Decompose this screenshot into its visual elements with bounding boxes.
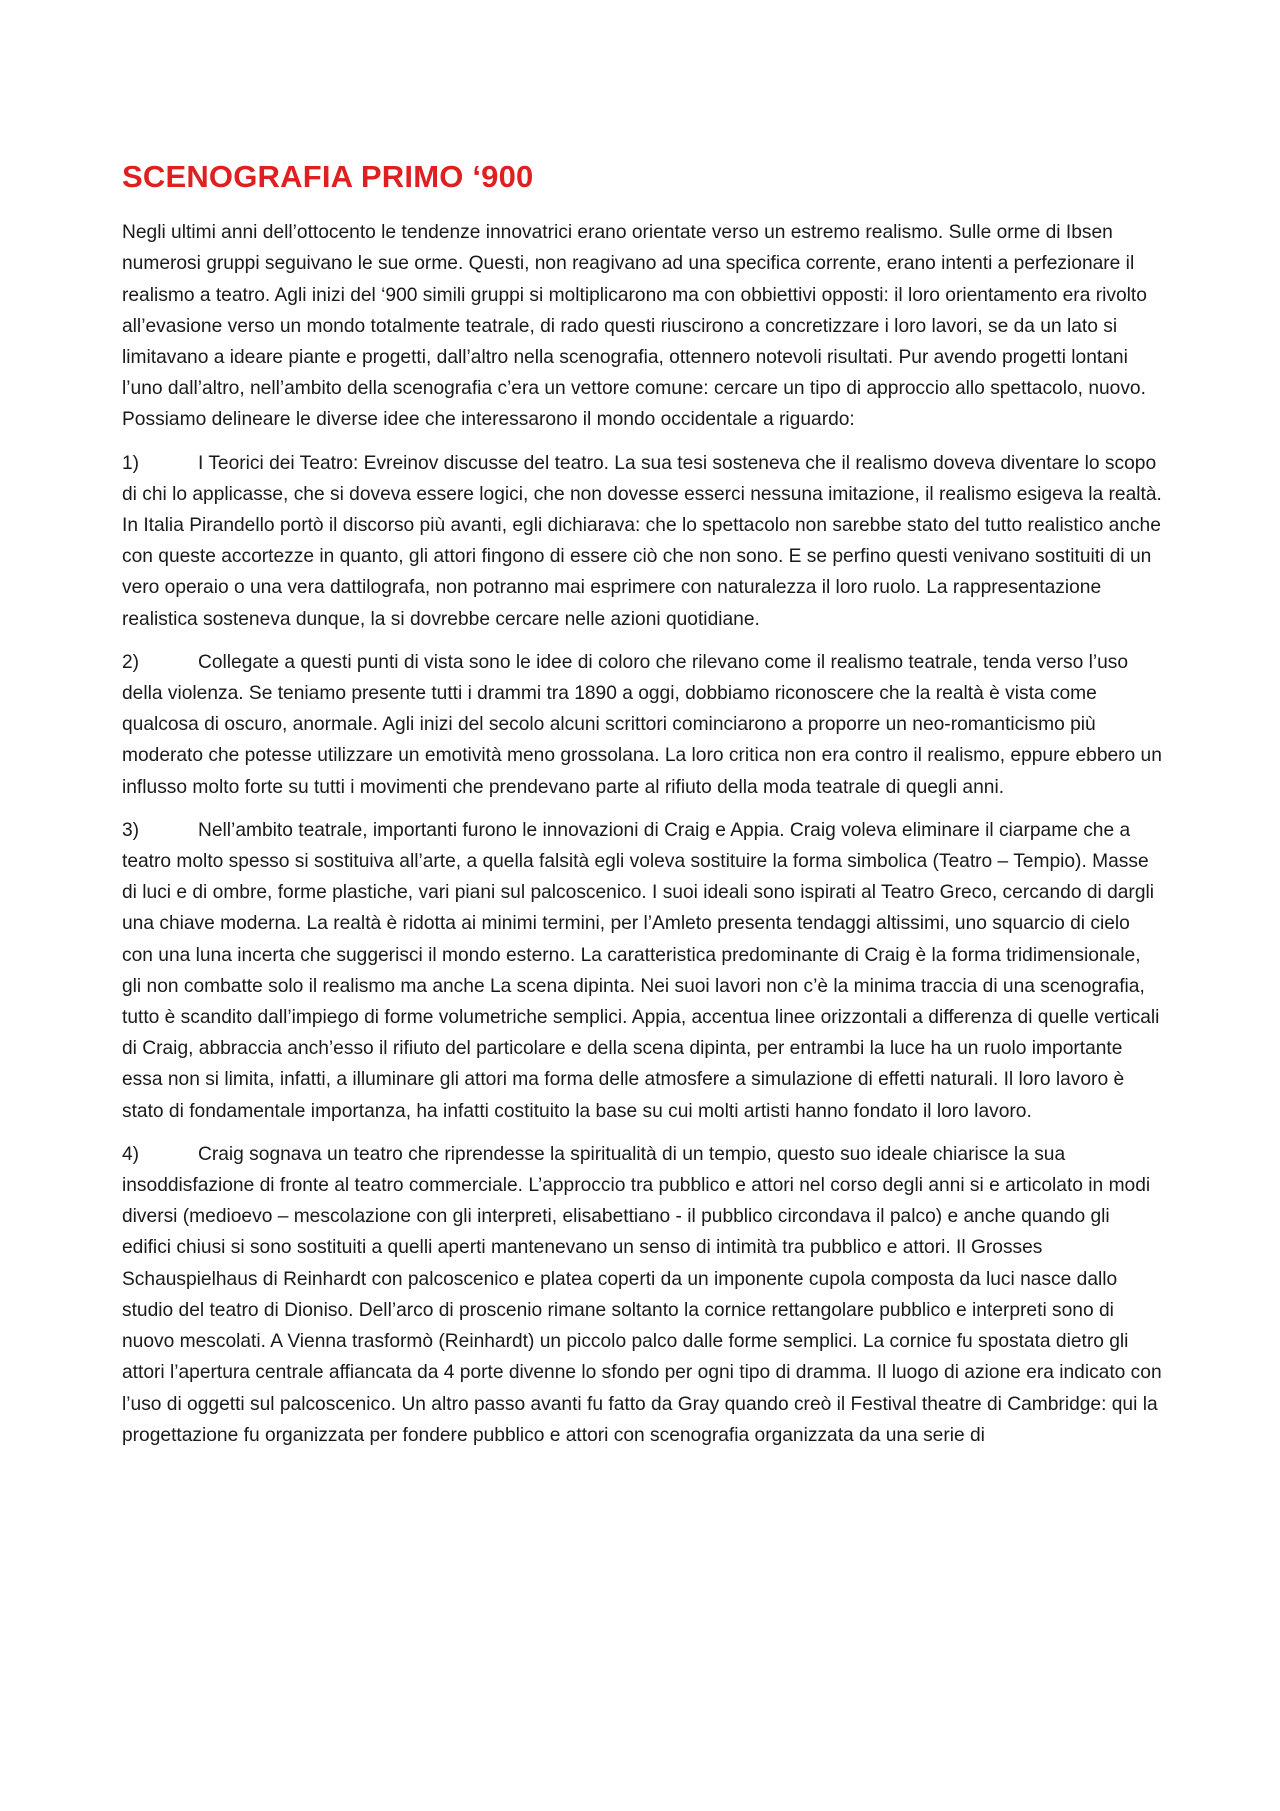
list-number: 2): [122, 651, 140, 673]
list-text: I Teorici dei Teatro: Evreinov discusse del teatro. La sua tesi sosteneva che il realismo doveva diventare lo scopo di chi lo applicasse, che si doveva essere logici, che non dovesse esserci nessuna imitazione, il realismo esigeva la realtà. In Italia Pirandello portò il discorso più avanti, egli dichiarava: che lo spettacolo non sarebbe stato del tutto realistico anche con queste accortezze in quanto, gli attori fingono di essere ciò che non sono. E se perfino questi venivano sostituiti di un vero operaio o una vera dattilografa, non potranno mai esprimere con naturalezza il loro ruolo. La rappresentazione realistica sosteneva dunque, la si dovrebbe cercare nelle azioni quotidiane.: [122, 452, 1162, 630]
list-number: 3): [122, 819, 140, 841]
list-text: Craig sognava un teatro che riprendesse la spiritualità di un tempio, questo suo ideale chiarisce la sua insoddisfazione di fronte al teatro commerciale. L’approccio tra pubblico e attori nel corso degli anni si e articolato in modi diversi (medioevo – mescolazione con gli interpreti, elisabettiano - il pubblico circondava il palco) e anche quando gli edifici chiusi si sono sostituiti a quelli aperti mantenevano un senso di intimità tra pubblico e attori. Il Grosses Schauspielhaus di Reinhardt con palcoscenico e platea coperti da un imponente cupola composta da luci nasce dallo studio del teatro di Dioniso. Dell’arco di proscenio rimane soltanto la cornice rettangolare pubblico e interpreti sono di nuovo mescolati. A Vienna trasformò (Reinhardt) un piccolo palco dalle forme semplici. La cornice fu spostata dietro gli attori l’apertura centrale affiancata da 4 porte divenne lo sfondo per ogni tipo di dramma. Il luogo di azione era indicato con l’uso di oggetti sul palcoscenico. Un altro passo avanti fu fatto da Gray quando creò il Festival theatre di Cambridge: qui la progettazione fu organizzata per fondere pubblico e attori con scenografia organizzata da una serie di: [122, 1143, 1162, 1446]
document-title: SCENOGRAFIA PRIMO ‘900: [122, 159, 534, 194]
list-text: Nell’ambito teatrale, importanti furono le innovazioni di Craig e Appia. Craig voleva eliminare il ciarpame che a teatro molto spesso si sostituiva all’arte, a quella falsità egli voleva sostituire la forma simbolica (Teatro – Tempio). Masse di luci e di ombre, forme plastiche, vari piani sul palcoscenico. I suoi ideali sono ispirati al Teatro Greco, cercando di dargli una chiave moderna. La realtà è ridotta ai minimi termini, per l’Amleto presenta tendaggi altissimi, uno squarcio di cielo con una luna incerta che suggerisci il mondo esterno. La caratteristica predominante di Craig è la forma tridimensionale, gli non combatte solo il realismo ma anche La scena dipinta. Nei suoi lavori non c’è la minima traccia di una scenografia, tutto è scandito dall’impiego di forme volumetriche semplici. Appia, accentua linee orizzontali a differenza di quelle verticali di Craig, abbraccia anch’esso il rifiuto del particolare e della scena dipinta, per entrambi la luce ha un ruolo importante essa non si limita, infatti, a illuminare gli attori ma forma delle atmosfere a simulazione di effetti naturali. Il loro lavoro è stato di fondamentale importanza, ha infatti costituito la base su cui molti artisti hanno fondato il loro lavoro.: [122, 819, 1160, 1122]
list-item-3: [122, 815, 1162, 1127]
document-page: [122, 158, 1162, 1463]
list-number: 4): [122, 1143, 140, 1165]
list-item-2: [122, 647, 1162, 803]
list-item-4: [122, 1139, 1162, 1451]
list-item-1: [122, 448, 1162, 635]
intro-paragraph: Negli ultimi anni dell’ottocento le tendenze innovatrici erano orientate verso un estremo realismo. Sulle orme di Ibsen numerosi gruppi seguivano le sue orme. Questi, non reagivano ad una specifica corrente, erano intenti a perfezionare il realismo a teatro. Agli inizi del ‘900 simili gruppi si moltiplicarono ma con obbiettivi opposti: il loro orientamento era rivolto all’evasione verso un mondo totalmente teatrale, di rado questi riuscirono a concretizzare i loro lavori, se da un lato si limitavano a ideare piante e progetti, dall’altro nella scenografia, ottennero notevoli risultati. Pur avendo progetti lontani l’uno dall’altro, nell’ambito della scenografia c’era un vettore comune: cercare un tipo di approccio allo spettacolo, nuovo. Possiamo delineare le diverse idee che interessarono il mondo occidentale a riguardo:: [122, 222, 1147, 431]
list-text: Collegate a questi punti di vista sono le idee di coloro che rilevano come il realismo teatrale, tenda verso l’uso della violenza. Se teniamo presente tutti i drammi tra 1890 a oggi, dobbiamo riconoscere che la realtà è vista come qualcosa di oscuro, anormale. Agli inizi del secolo alcuni scrittori cominciarono a proporre un neo-romanticismo più moderato che potesse utilizzare un emotività meno grossolana. La loro critica non era contro il realismo, eppure ebbero un influsso molto forte su tutti i movimenti che prendevano parte al rifiuto della moda teatrale di quegli anni.: [122, 651, 1162, 798]
list-number: 1): [122, 452, 140, 474]
